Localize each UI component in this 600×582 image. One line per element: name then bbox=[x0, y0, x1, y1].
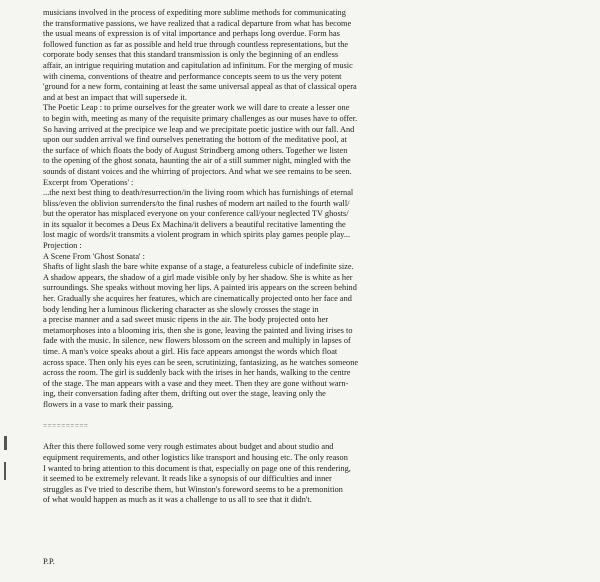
text-line: and at best an impact that will supersede it. bbox=[43, 92, 187, 102]
text-line: The Poetic Leap : to prime ourselves for the greater work we will dare to create a lesser one bbox=[43, 103, 350, 113]
text-line: the transformative passions, we have realized that a radical departure from what has become bbox=[43, 18, 352, 28]
text-line: a precise manner and a sad sweet music ripens in the air. The body projected onto her bbox=[43, 315, 329, 325]
text-line: After this there followed some very rough estimates about budget and about studio and bbox=[43, 442, 334, 452]
section-heading: A Scene From 'Ghost Sonata' : bbox=[43, 251, 145, 261]
text-line: time. A man's voice speaks about a girl. His face appears amongst the words which float bbox=[43, 347, 338, 356]
text-line: upon our sudden arrival we find ourselves penetrating the bottom of the meditative pool, at bbox=[43, 135, 347, 145]
text-line: of what would happen as much as it was a challenge to us all to see that it didn't. bbox=[43, 495, 312, 505]
spacer bbox=[43, 432, 583, 443]
section-heading: Excerpt from 'Operations' : bbox=[43, 177, 134, 187]
text-line: equipment requirements, and other logistics like transport and housing etc. The only reason bbox=[43, 452, 348, 462]
text-line: the surface of which floats the body of August Strindberg among others. Together we listen bbox=[43, 145, 348, 155]
text-line: but the operator has misplaced everyone on your conference call/your neglected TV ghosts/ bbox=[43, 209, 349, 219]
text-line: surroundings. She speaks without moving her lips. A painted iris appears on the screen behind bbox=[43, 283, 357, 293]
text-line: musicians involved in the process of expediting more sublime methods for communicating bbox=[43, 8, 346, 17]
text-line: ing, their conversation fading after them, drifting out over the stage, leaving only the bbox=[43, 389, 326, 399]
text-line: A shadow appears, the shadow of a girl made visible only by her shadow. She is white as her bbox=[43, 272, 353, 282]
text-line: to the opening of the ghost sonata, haunting the air of a still summer night, mingled with the bbox=[43, 156, 351, 166]
text-line: in its squalor it becomes a Deus Ex Machina/it delivers a beautiful recitative lamenting the bbox=[43, 219, 346, 229]
section-separator: ========== bbox=[43, 422, 89, 431]
text-line: bliss/even the oblivion surrenders/to the final rushes of modern art nailed to the fourth wall/ bbox=[43, 198, 350, 208]
text-line: So having arrived at the precipice we leap and we precipitate poetic justice with our fall. And bbox=[43, 124, 355, 134]
text-line: followed function as far as possible and held true through countless representations, but the bbox=[43, 39, 349, 49]
text-line: lost magic of words/it transmits a violent program in which spirits play games people play... bbox=[43, 230, 351, 240]
text-line: sounds of distant voices and the whirring of projectors. And what we see remains to be seen. bbox=[43, 166, 352, 176]
text-line: the usual means of expression is of vital importance and perhaps long overdue. Form has bbox=[43, 29, 340, 39]
text-line: affair, an intrigue requiring mutation and capitulation ad infinitum. For the merging of music bbox=[43, 60, 353, 70]
text-line: fade with the music. In silence, new flowers blossom on the screen and multiply in lapses of bbox=[43, 336, 351, 346]
signature: P.P. bbox=[43, 556, 55, 566]
text-line: corporate body senses that this standard transmission is only the beginning of an endless bbox=[43, 50, 339, 60]
text-line: struggles as I've tried to describe them, but Winston's foreword seems to be a premonition bbox=[43, 484, 343, 494]
text-line: with cinema, conventions of theatre and performance concepts seem to us the very potent bbox=[43, 71, 342, 81]
text-line: ...the next best thing to death/resurrection/in the living room which has furnishings of eternal bbox=[43, 188, 354, 198]
margin-mark bbox=[4, 462, 6, 480]
text-line: 'ground for a new form, containing at least the same universal appeal as that of classical opera bbox=[43, 82, 357, 92]
text-line: Shafts of light slash the bare white expanse of a stage, a featureless cubicle of indefinite size. bbox=[43, 262, 354, 272]
text-line: her. Gradually she acquires her features, which are cinematically projected onto her face and bbox=[43, 294, 352, 304]
margin-mark bbox=[4, 436, 7, 450]
text-line: body lending her a luminous flickering character as she slowly crosses the stage in bbox=[43, 304, 319, 314]
text-line: metamorphoses into a blooming iris, then she is gone, leaving the painted and living irises to bbox=[43, 325, 353, 335]
text-line: it seemed to be extremely relevant. It reads like a synopsis of our difficulties and inner bbox=[43, 474, 332, 484]
text-line: flowers in a vase to mark their passing. bbox=[43, 399, 174, 409]
text-line: across the room. The girl is suddenly back with the irises in her hands, walking to the centre bbox=[43, 368, 351, 378]
text-line: across space. Then only his eyes can be seen, scrutinizing, fantasizing, as he watches someone bbox=[43, 357, 359, 367]
text-line: of the stage. The man appears with a vase and they meet. Then they are gone without warn- bbox=[43, 378, 349, 388]
document-body bbox=[43, 8, 583, 506]
section-heading: Projection : bbox=[43, 241, 82, 251]
text-line: I wanted to bring attention to this document is that, especially on page one of this rendering, bbox=[43, 463, 351, 473]
spacer bbox=[43, 411, 583, 422]
text-line: to begin with, meeting as many of the requisite primary challenges as our muses have to offer. bbox=[43, 113, 358, 123]
